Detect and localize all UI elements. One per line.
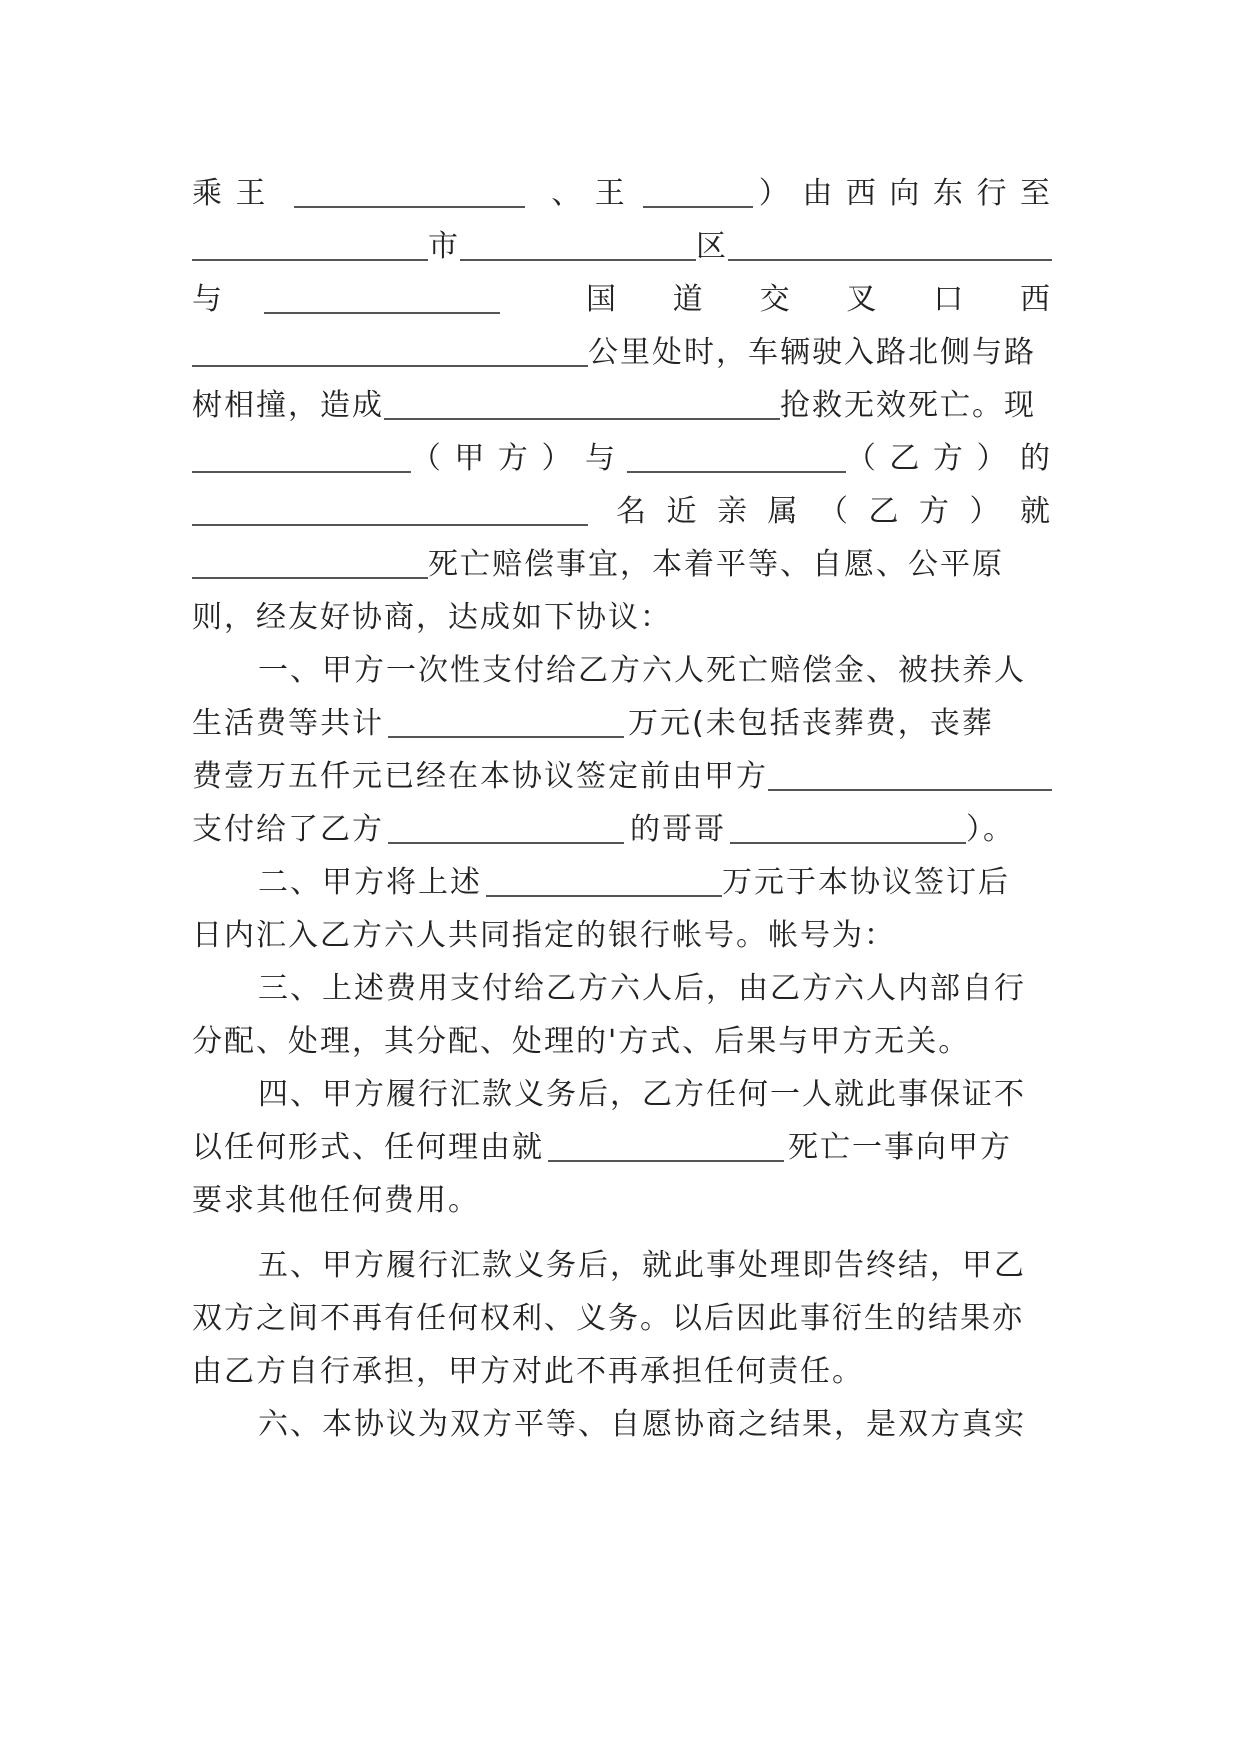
text-segment: 叉 <box>846 282 879 317</box>
text-segment: 近 <box>666 494 699 529</box>
text-segment: 乙 <box>868 494 901 529</box>
text-line <box>192 1006 1052 1062</box>
text-segment: 由乙方自行承担，甲方对此不再承担任何责任。 <box>192 1354 864 1389</box>
text-segment: 名 <box>616 494 648 529</box>
text-line <box>192 1165 1052 1221</box>
text-segment: 一、甲方一次性支付给乙方六人死亡赔偿金、被扶养人 <box>258 653 1026 688</box>
text-line <box>192 529 1052 585</box>
fill-blank <box>768 787 1052 791</box>
text-segment: 六、本协议为双方平等、自愿协商之结果，是双方真实 <box>258 1407 1026 1442</box>
text-segment: 万元(未包括丧葬费，丧葬 <box>628 706 994 741</box>
fill-blank <box>486 893 722 897</box>
text-line <box>258 847 1052 903</box>
text-line <box>192 741 1052 797</box>
text-line <box>192 211 1052 267</box>
text-segment: 万元于本协议签订后 <box>722 865 1010 900</box>
text-line <box>192 158 1052 214</box>
text-segment: 费壹万五仟元已经在本协议签定前由甲方 <box>192 759 768 794</box>
fill-blank <box>192 469 411 473</box>
fill-blank <box>548 1158 784 1162</box>
text-segment: 则，经友好协商，达成如下协议： <box>192 600 672 635</box>
text-segment: 死亡赔偿事宜，本着平等、自愿、公平原 <box>428 547 1004 582</box>
text-segment: 市 <box>428 229 460 264</box>
text-line <box>258 1059 1052 1115</box>
text-segment: 生活费等共计 <box>192 706 384 741</box>
text-segment: 道 <box>672 282 705 317</box>
text-line <box>192 1336 1052 1392</box>
text-segment: 死亡一事向甲方 <box>788 1130 1012 1165</box>
fill-blank <box>192 522 588 526</box>
text-segment: 公里处时，车辆驶入路北侧与路 <box>588 335 1036 370</box>
text-segment: 区 <box>696 229 728 264</box>
fill-blank <box>294 204 526 208</box>
text-line <box>192 688 1052 744</box>
text-segment: 乘 王 <box>192 176 268 211</box>
text-line <box>192 1112 1052 1168</box>
text-segment: （ <box>818 494 850 529</box>
text-segment: 西 <box>1019 282 1052 317</box>
text-line <box>192 900 1052 956</box>
text-segment: 双方之间不再有任何权利、义务。以后因此事衍生的结果亦 <box>192 1301 1024 1336</box>
text-line <box>192 317 1052 373</box>
fill-blank <box>460 257 696 261</box>
text-line <box>192 423 1052 479</box>
text-segment: 国 <box>586 282 618 317</box>
fill-blank <box>643 204 753 208</box>
text-segment: 就 <box>1020 494 1052 529</box>
text-segment: 日内汇入乙方六人共同指定的银行帐号。帐号为： <box>192 918 896 953</box>
text-line <box>258 635 1052 691</box>
text-segment: 要求其他任何费用。 <box>192 1183 480 1218</box>
text-segment: 分配、处理，其分配、处理的'方式、后果与甲方无关。 <box>192 1024 971 1059</box>
text-segment: （ 乙 方 ） 的 <box>845 441 1052 476</box>
text-segment: 、 王 <box>551 176 627 211</box>
fill-blank <box>627 469 846 473</box>
text-line <box>192 582 1052 638</box>
text-line <box>258 953 1052 1009</box>
fill-blank <box>388 840 624 844</box>
fill-blank <box>192 257 428 261</box>
text-line <box>258 1230 1052 1286</box>
text-spread <box>586 280 1052 320</box>
text-segment: 以任何形式、任何理由就 <box>192 1130 544 1165</box>
text-segment: （ 甲 方 ） 与 <box>410 441 617 476</box>
text-spread <box>616 492 1052 532</box>
text-segment: 的哥哥 <box>630 812 726 847</box>
text-segment: 树相撞，造成 <box>192 388 384 423</box>
fill-blank <box>384 416 780 420</box>
text-segment: ）。 <box>966 812 1015 847</box>
text-line <box>192 794 1052 850</box>
text-line <box>192 370 1052 426</box>
text-line <box>192 476 1052 532</box>
text-line <box>192 264 1052 320</box>
text-segment: 四、甲方履行汇款义务后，乙方任何一人就此事保证不 <box>258 1077 1026 1112</box>
fill-blank <box>192 575 428 579</box>
text-segment: 抢救无效死亡。现 <box>780 388 1036 423</box>
text-segment: 方 <box>919 494 951 529</box>
fill-blank <box>192 363 588 367</box>
fill-blank <box>730 840 966 844</box>
text-segment: ） 由 西 向 东 行 至 <box>758 176 1052 211</box>
text-segment: 属 <box>767 494 800 529</box>
text-segment: 与 <box>192 282 224 317</box>
text-segment: ） <box>969 494 1002 529</box>
fill-blank <box>264 310 500 314</box>
text-segment: 五、甲方履行汇款义务后，就此事处理即告终结，甲乙 <box>258 1248 1026 1283</box>
fill-blank <box>728 257 1052 261</box>
text-segment: 交 <box>759 282 792 317</box>
text-line <box>258 1389 1052 1445</box>
text-segment: 口 <box>933 282 966 317</box>
text-line <box>192 1283 1052 1339</box>
text-segment: 三、上述费用支付给乙方六人后，由乙方六人内部自行 <box>258 971 1026 1006</box>
text-segment: 支付给了乙方 <box>192 812 384 847</box>
text-segment: 二、甲方将上述 <box>258 865 482 900</box>
text-segment: 亲 <box>717 494 749 529</box>
fill-blank <box>388 734 624 738</box>
